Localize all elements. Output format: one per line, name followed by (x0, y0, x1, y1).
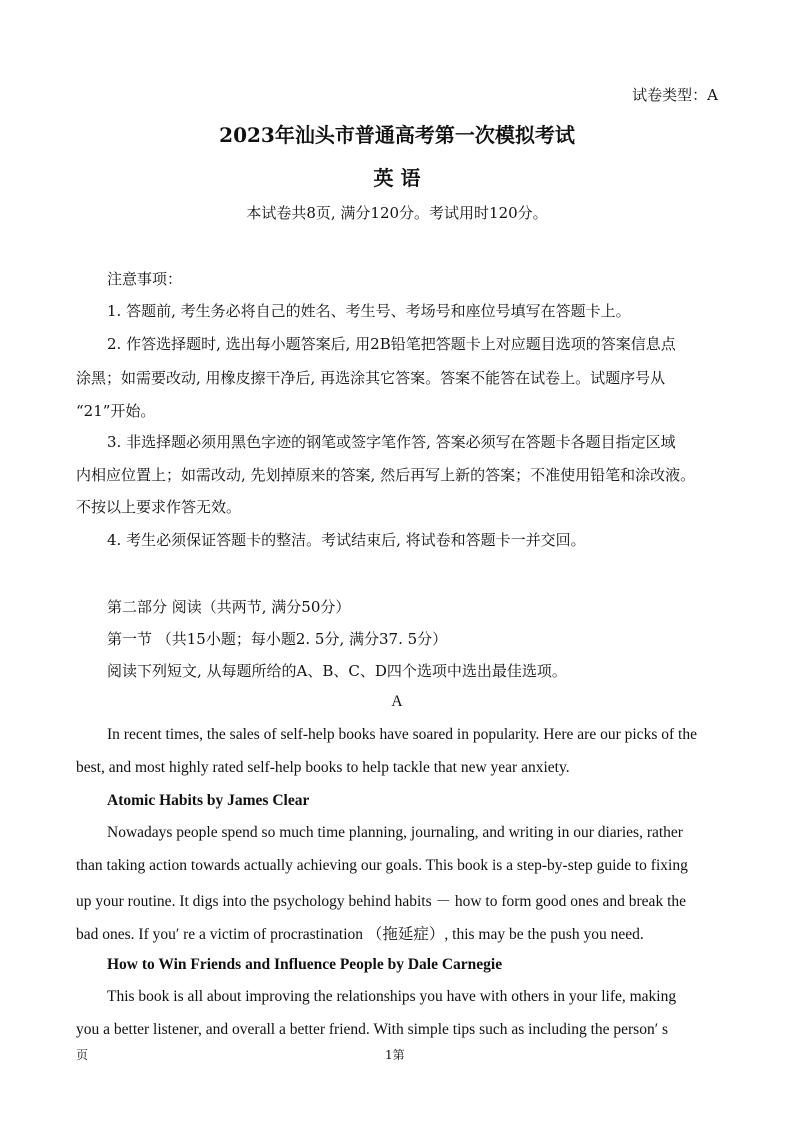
notice-line: “21”开始。 (76, 402, 156, 420)
passage-line: In recent times, the sales of self-help books have soared in popularity. Here are our picks of the (107, 726, 697, 743)
passage-line: Nowadays people spend so much time planning, journaling, and writing in our diaries, rather (107, 824, 683, 841)
notice-heading: 注意事项： (107, 270, 183, 288)
exam-info: 本试卷共8页, 满分120分。考试用时120分。 (246, 204, 548, 222)
notice-line: 涂黑；如需要改动, 用橡皮擦干净后, 再选涂其它答案。答案不能答在试卷上。试题序号从 (76, 369, 666, 387)
notice-line: 不按以上要求作答无效。 (76, 498, 242, 516)
notice-line: 内相应位置上；如需改动, 先划掉原来的答案, 然后再写上新的答案；不准使用铅笔和涂改液。 (76, 466, 696, 484)
passage-line: than taking action towards actually achieving our goals. This book is a step-by-step guide to fixing (76, 857, 688, 874)
notice-line: 4. 考生必须保证答题卡的整洁。考试结束后, 将试卷和答题卡一并交回。 (107, 531, 586, 549)
page-number: 1第 (385, 1048, 405, 1062)
book-title: How to Win Friends and Influence People by Dale Carnegie (107, 956, 503, 973)
book-title: Atomic Habits by James Clear (107, 792, 310, 809)
section-instruction: 阅读下列短文, 从每题所给的A、B、C、D四个选项中选出最佳选项。 (107, 662, 567, 680)
passage-line: best, and most highly rated self-help books to help tackle that new year anxiety. (76, 759, 570, 776)
passage-label: A (391, 693, 403, 710)
passage-line: up your routine. It digs into the psychology behind habits － how to form good ones and break the (76, 893, 687, 910)
footer-left: 页 (76, 1048, 89, 1062)
notice-line: 3. 非选择题必须用黑色字迹的钢笔或签字笔作答, 答案必须写在答题卡各题目指定区域 (107, 433, 676, 451)
subject-title: 英 语 (373, 166, 421, 190)
passage-line: This book is all about improving the relationships you have with others in your life, making (107, 988, 677, 1005)
notice-line: 1. 答题前, 考生务必将自己的姓名、考生号、考场号和座位号填写在答题卡上。 (107, 302, 631, 320)
section-sub: 第一节 （共15小题；每小题2. 5分, 满分37. 5分） (107, 630, 448, 648)
passage-line: you a better listener, and overall a better friend. With simple tips such as including the person′ s (76, 1021, 668, 1038)
passage-line: bad ones. If you′ re a victim of procrastination （拖延症）, this may be the push you need. (76, 926, 644, 943)
section-part: 第二部分 阅读（共两节, 满分50分） (107, 598, 351, 616)
notice-line: 2. 作答选择题时, 选出每小题答案后, 用2B铅笔把答题卡上对应题目选项的答案信息点 (107, 335, 676, 353)
paper-type: 试卷类型：A (632, 86, 718, 104)
exam-title: 2023年汕头市普通高考第一次模拟考试 (219, 123, 575, 147)
